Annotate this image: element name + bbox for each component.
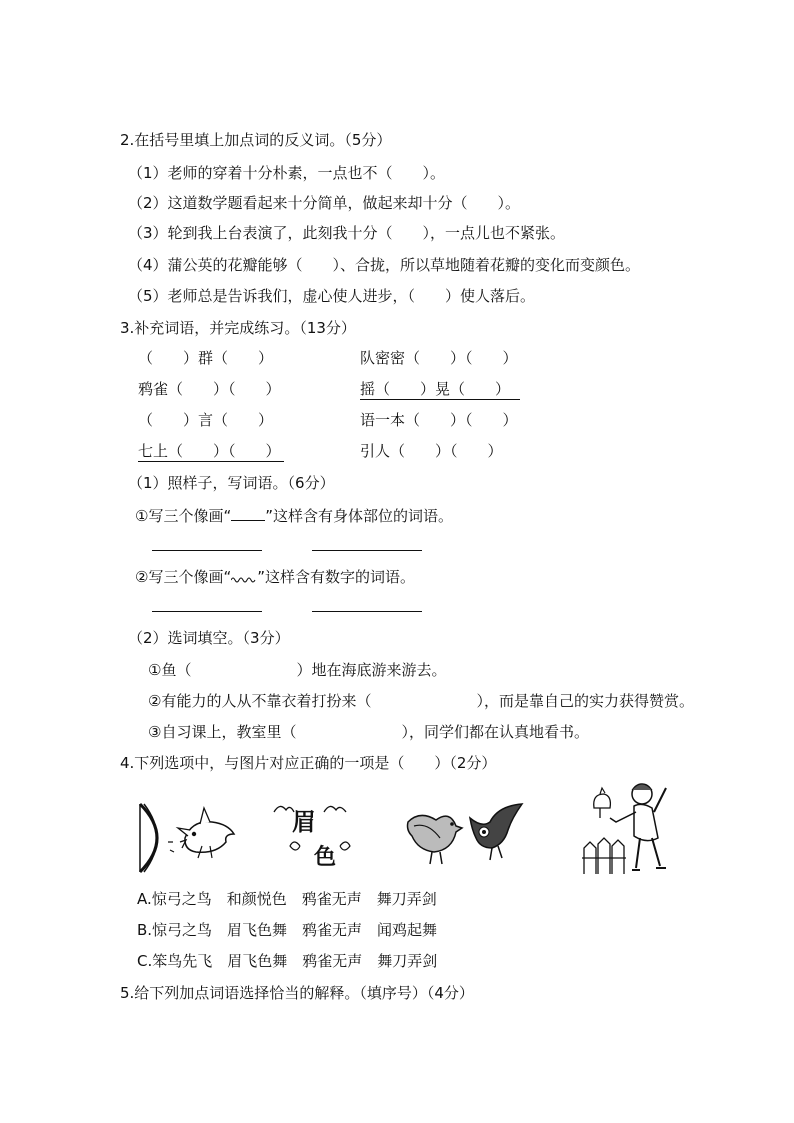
wavy-underline-sample — [231, 575, 257, 583]
q3-sub1-a — [135, 506, 453, 526]
bow-and-bird-illustration — [130, 798, 240, 878]
two-birds-illustration — [400, 800, 530, 870]
straight-underline-sample — [231, 506, 265, 521]
q4-option-c: C.笨鸟先飞 眉飞色舞 鸦雀无声 舞刀弄剑 — [137, 952, 438, 970]
q3-sub2-item-2: ②有能力的人从不靠衣着打扮来（ ），而是靠自己的实力获得赞赏。 — [148, 692, 694, 710]
q3-sub1-b — [135, 567, 415, 587]
q3-sub1-a-post: ”这样含有身体部位的词语。 — [265, 507, 454, 525]
q4-option-b: B.惊弓之鸟 眉飞色舞 鸦雀无声 闻鸡起舞 — [137, 921, 438, 939]
q5-heading: 5.给下列加点词语选择恰当的解释。（填序号）（4分） — [120, 984, 474, 1002]
q2-heading: 2.在括号里填上加点词的反义词。（5分） — [120, 131, 392, 149]
picture-character-top: 眉 — [292, 808, 316, 836]
q3-sub2-heading: （2）选词填空。（3分） — [128, 629, 290, 647]
q3-sub2-item-3: ③自习课上，教室里（ ），同学们都在认真地看书。 — [148, 723, 589, 741]
q2-item-5: （5）老师总是告诉我们，虚心使人进步，（ ）使人落后。 — [128, 287, 536, 305]
q3-sub1-b-post: ”这样含有数字的词语。 — [257, 568, 416, 586]
q3-sub1-b-pre: ②写三个像画“ — [135, 568, 232, 586]
idiom-blank-5: （ ）言（ ） — [138, 411, 274, 429]
idiom-blank-3: 鸦雀（ ）（ ） — [138, 380, 281, 398]
q3-heading: 3.补充词语，并完成练习。（13分） — [120, 319, 356, 337]
idiom-blank-1: （ ）群（ ） — [138, 349, 274, 367]
idiom-blank-2: 队密密（ ）（ ） — [360, 349, 518, 367]
q3-sub1-heading: （1）照样子，写词语。（6分） — [128, 474, 335, 492]
answer-line[interactable] — [152, 550, 262, 551]
q2-item-1: （1）老师的穿着十分朴素，一点也不（ ）。 — [128, 164, 446, 182]
q4-heading: 4.下列选项中，与图片对应正确的一项是（ ）（2分） — [120, 754, 497, 772]
sword-dance-illustration — [580, 778, 680, 878]
answer-line[interactable] — [312, 550, 422, 551]
flying-eyebrow-illustration — [270, 800, 360, 870]
q3-sub1-a-pre: ①写三个像画“ — [135, 507, 232, 525]
answer-line[interactable] — [152, 611, 262, 612]
idiom-blank-6: 语一本（ ）（ ） — [360, 411, 518, 429]
answer-line[interactable] — [312, 611, 422, 612]
idiom-blank-8: 引人（ ）（ ） — [360, 442, 503, 460]
q3-sub2-item-1: ①鱼（ ）地在海底游来游去。 — [148, 661, 447, 679]
q2-item-4: （4）蒲公英的花瓣能够（ ）、合拢，所以草地随着花瓣的变化而变颜色。 — [128, 256, 641, 274]
q2-item-3: （3）轮到我上台表演了，此刻我十分（ ），一点儿也不紧张。 — [128, 224, 566, 242]
q4-option-a: A.惊弓之鸟 和颜悦色 鸦雀无声 舞刀弄剑 — [137, 890, 437, 908]
q2-item-2: （2）这道数学题看起来十分简单，做起来却十分（ ）。 — [128, 194, 521, 212]
idiom-blank-4: 摇（ ）晃（ ） — [360, 379, 520, 400]
picture-character-bottom: 色 — [314, 845, 337, 870]
idiom-blank-7: 七上（ ）（ ） — [138, 441, 284, 462]
